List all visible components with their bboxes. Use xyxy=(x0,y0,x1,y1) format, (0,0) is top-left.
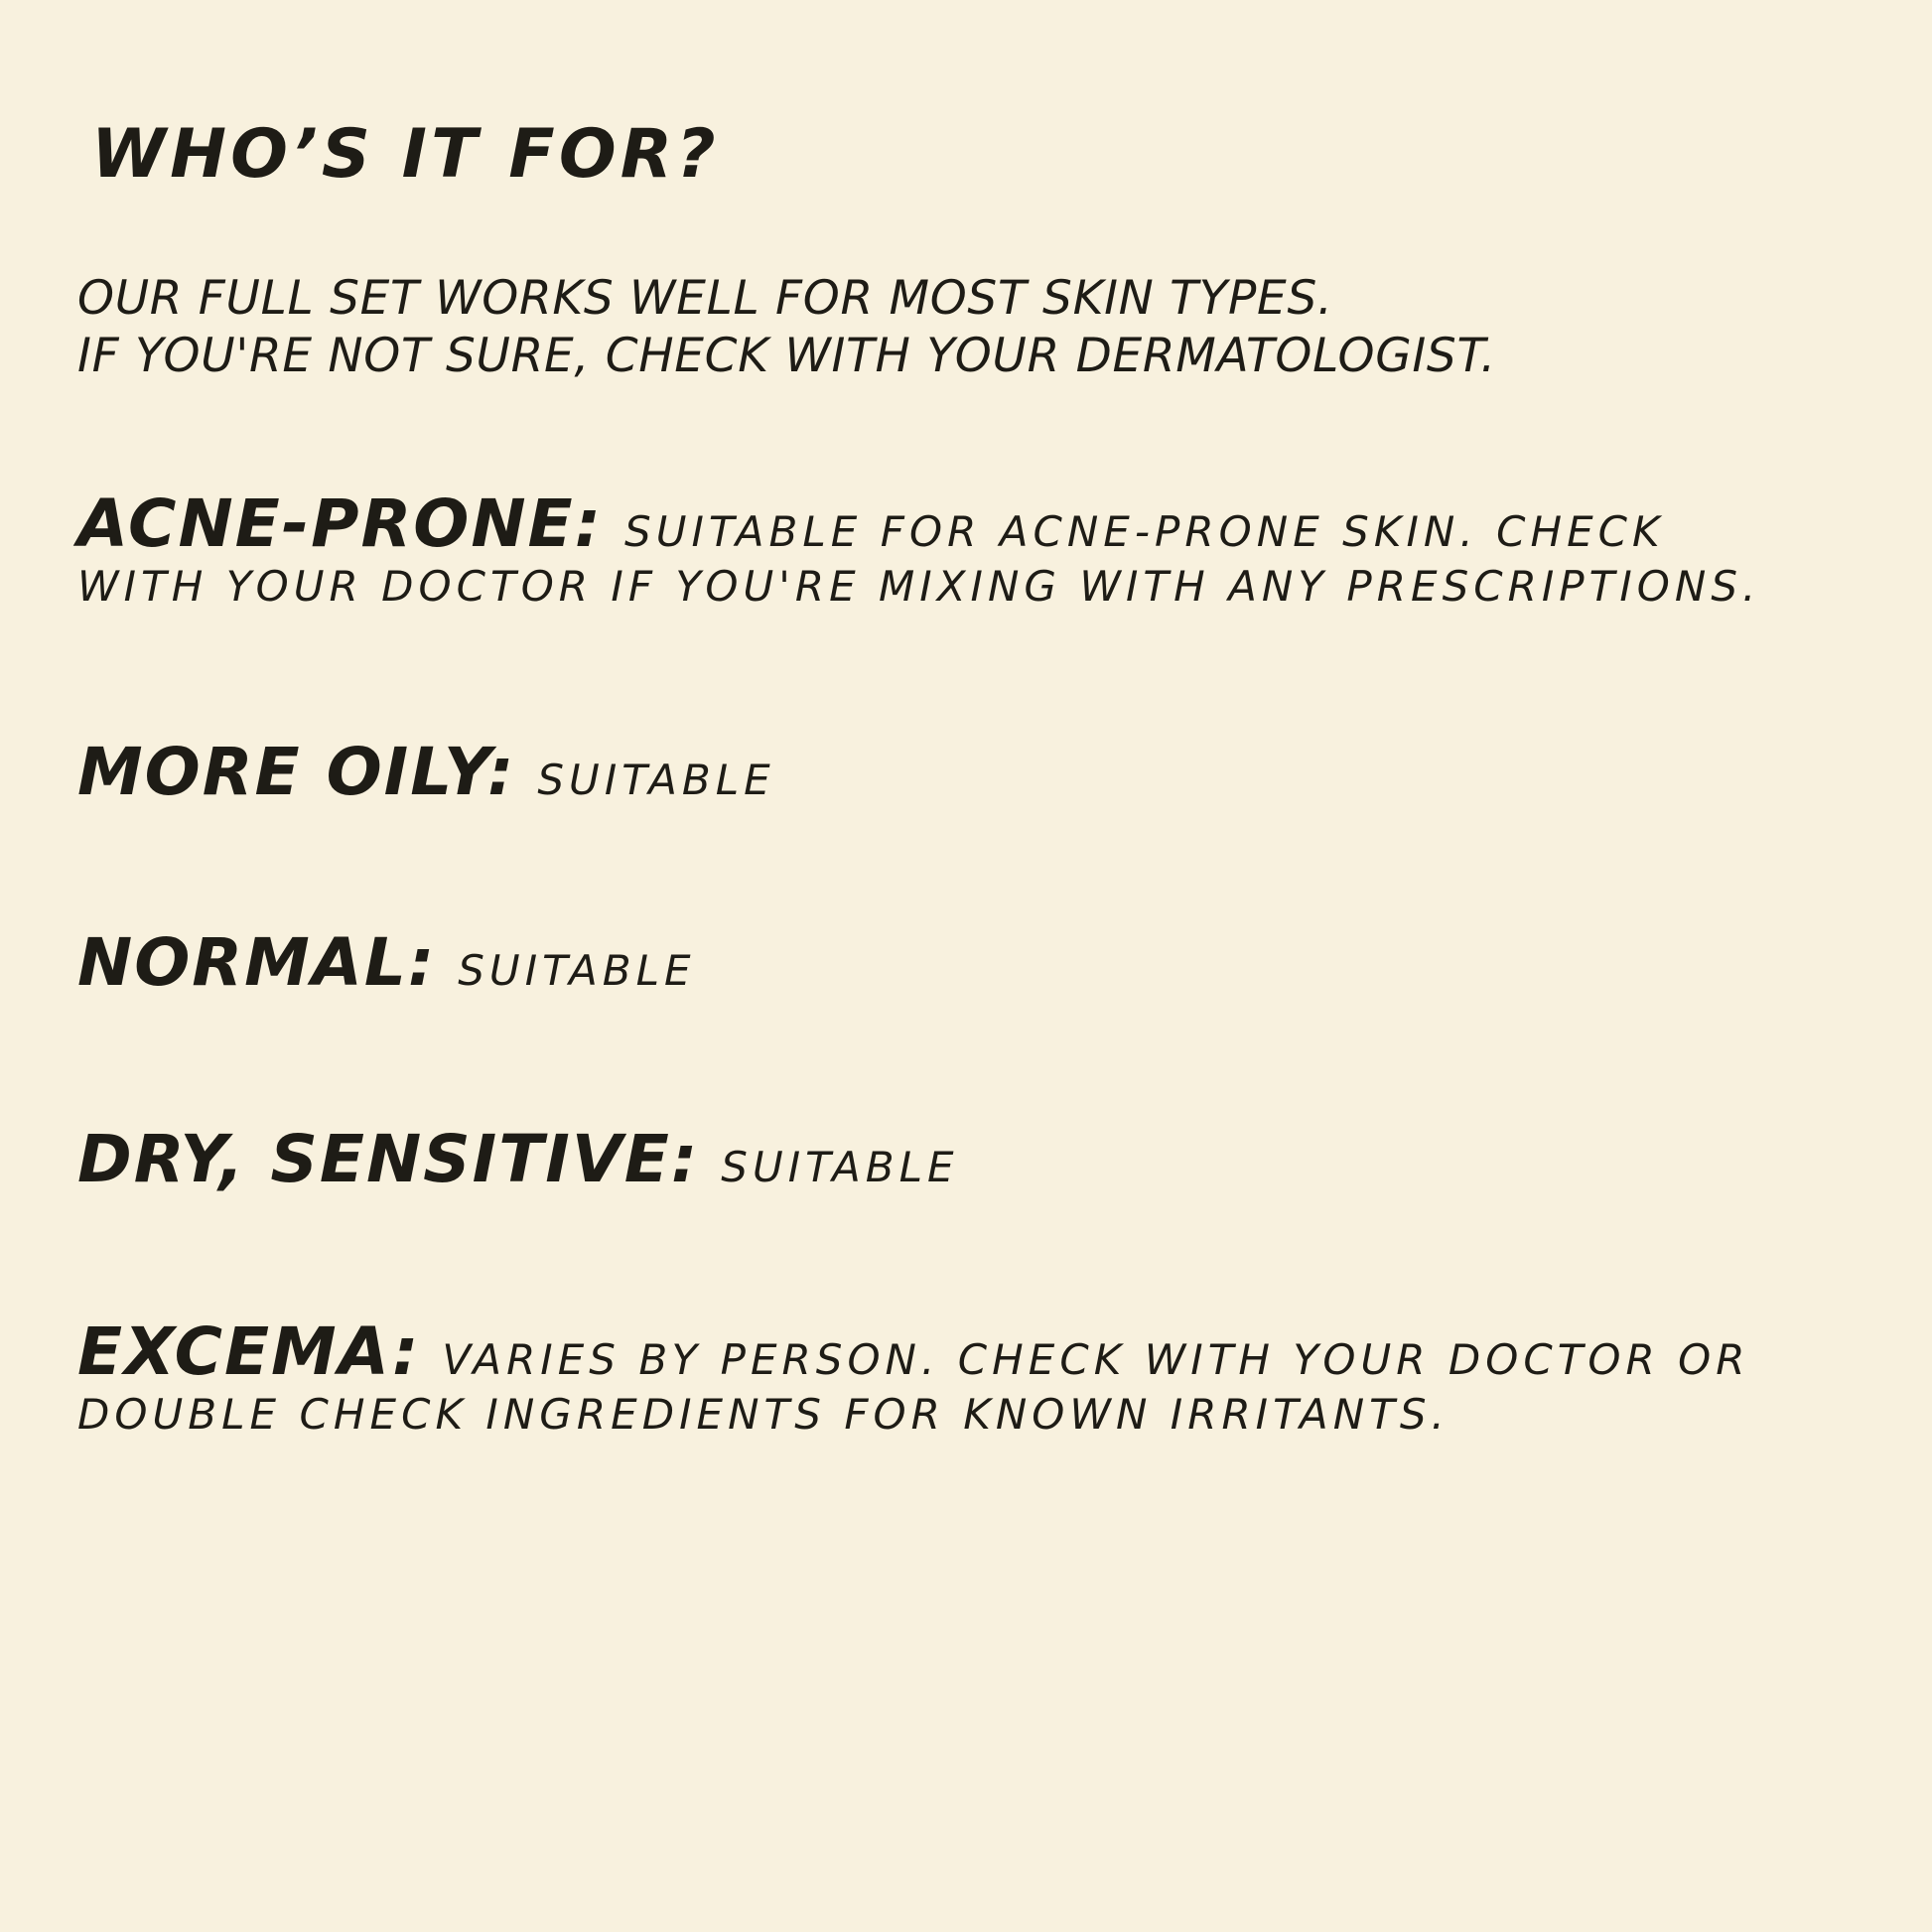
section-more-oily-label: MORE OILY: xyxy=(77,734,516,810)
section-dry-sensitive-text: SUITABLE xyxy=(721,1143,959,1191)
section-more-oily-text: SUITABLE xyxy=(537,756,775,804)
intro-line-1: OUR FULL SET WORKS WELL FOR MOST SKIN TYPES. xyxy=(77,271,1333,326)
section-acne-prone-text-line-1: SUITABLE FOR ACNE-PRONE SKIN. CHECK xyxy=(624,507,1665,556)
section-acne-prone-label: ACNE-PRONE: xyxy=(77,485,603,562)
section-acne-prone xyxy=(77,485,1761,614)
intro-paragraph xyxy=(77,270,1496,385)
section-dry-sensitive xyxy=(77,1121,959,1197)
page-title: WHO’S IT FOR? xyxy=(91,115,720,194)
section-excema-text-line-1: VARIES BY PERSON. CHECK WITH YOUR DOCTOR OR xyxy=(442,1335,1750,1384)
section-excema xyxy=(77,1313,1750,1442)
section-excema-text-line-2: DOUBLE CHECK INGREDIENTS FOR KNOWN IRRITANTS. xyxy=(77,1390,1449,1439)
section-acne-prone-text-line-2: WITH YOUR DOCTOR IF YOU'RE MIXING WITH ANY PRESCRIPTIONS. xyxy=(77,562,1761,611)
section-normal xyxy=(77,924,696,1001)
intro-line-2: IF YOU'RE NOT SURE, CHECK WITH YOUR DERMATOLOGIST. xyxy=(77,329,1496,383)
section-excema-label: EXCEMA: xyxy=(77,1313,421,1390)
section-normal-text: SUITABLE xyxy=(458,946,696,995)
section-normal-label: NORMAL: xyxy=(77,924,437,1001)
section-dry-sensitive-label: DRY, SENSITIVE: xyxy=(77,1121,700,1197)
section-more-oily xyxy=(77,734,775,810)
